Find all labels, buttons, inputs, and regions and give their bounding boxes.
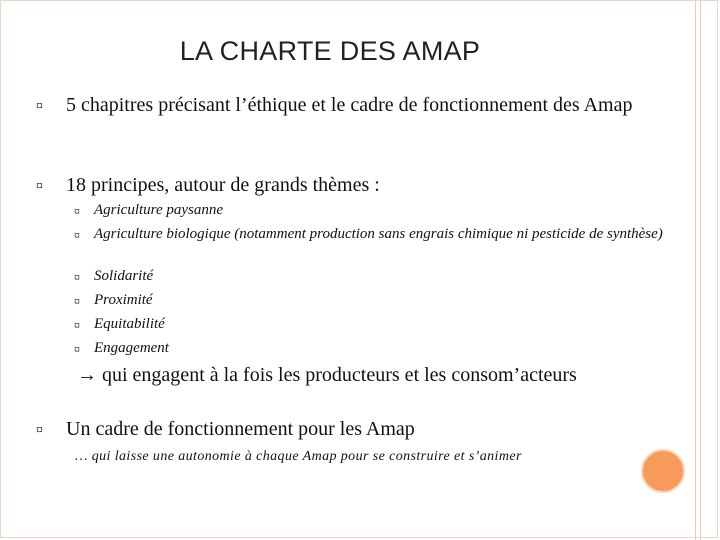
bullet-text: 18 principes, autour de grands thèmes : (66, 174, 380, 196)
accent-circle (641, 449, 685, 493)
sub-bullet-text: Equitabilité (94, 316, 165, 332)
sub-bullet-icon: ¤ (74, 318, 80, 332)
bullet-icon: ¤ (36, 179, 43, 194)
bullet-icon: ¤ (36, 99, 43, 114)
sub-bullet-icon: ¤ (74, 270, 80, 284)
sub-bullet-text: Solidarité (94, 268, 154, 284)
arrow-right-icon: → (77, 364, 97, 386)
note-text: … qui laisse une autonomie à chaque Amap pour se construire et s’animer (75, 449, 522, 464)
decorative-rail (695, 0, 696, 540)
sub-bullet-icon: ¤ (74, 342, 80, 356)
slide-title: LA CHARTE DES AMAP (179, 36, 481, 66)
sub-bullet-text: Agriculture biologique (notamment production sans engrais chimique ni pesticide de synthèse) (94, 226, 663, 242)
sub-bullet-text: Engagement (94, 340, 169, 356)
bullet-icon: ¤ (36, 423, 43, 438)
arrow-text: qui engagent à la fois les producteurs et les consom’acteurs (102, 364, 577, 386)
decorative-rail (700, 0, 701, 540)
arrow-line (77, 364, 577, 387)
sub-bullet-icon: ¤ (74, 228, 80, 242)
sub-bullet-icon: ¤ (74, 204, 80, 218)
sub-bullet-text: Proximité (94, 292, 153, 308)
sub-bullet-icon: ¤ (74, 294, 80, 308)
bullet-text: Un cadre de fonctionnement pour les Amap (66, 418, 415, 440)
bullet-text: 5 chapitres précisant l’éthique et le cadre de fonctionnement des Amap (66, 94, 633, 116)
sub-bullet-text: Agriculture paysanne (94, 202, 224, 218)
